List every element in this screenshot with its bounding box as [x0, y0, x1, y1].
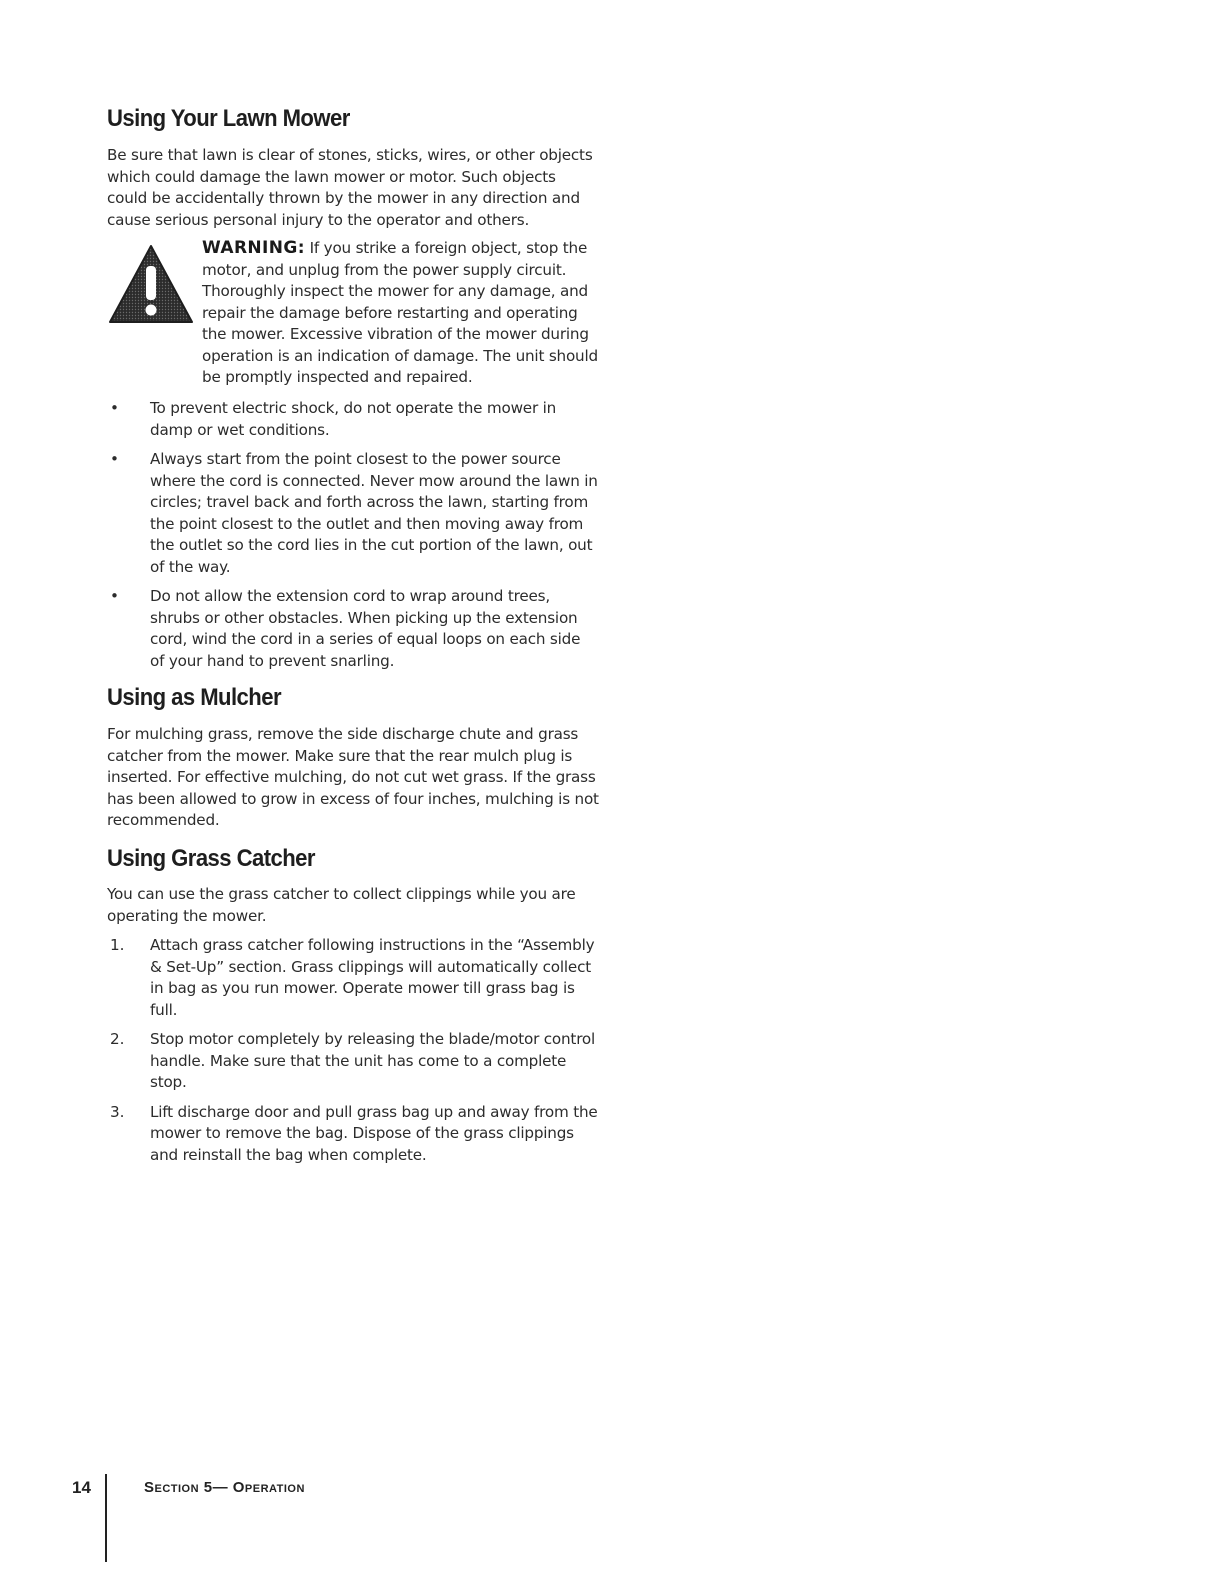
warning-text: [202, 238, 599, 389]
bullet-text: To prevent electric shock, do not operate the mower in damp or wet conditions.: [150, 399, 557, 439]
step-text: Stop motor completely by releasing the blade/motor control handle. Make sure that the unit has come to a complete stop.: [150, 1030, 596, 1091]
step-text: Attach grass catcher following instructions in the “Assembly & Set-Up” section. Grass clippings will automatically collect in bag as you run mower. Operate mower till grass bag is full.: [150, 936, 595, 1019]
list-item: [107, 586, 599, 672]
warning-label: WARNING:: [202, 238, 305, 258]
heading-using-your-lawn-mower: Using Your Lawn Mower: [107, 105, 350, 132]
bullet-marker: •: [110, 450, 119, 468]
lawn-mower-bullets: [107, 398, 599, 672]
heading-using-as-mulcher: Using as Mulcher: [107, 684, 281, 711]
heading-using-grass-catcher: Using Grass Catcher: [107, 845, 315, 872]
footer-divider: [105, 1474, 107, 1562]
mulcher-text: For mulching grass, remove the side discharge chute and grass catcher from the mower. Make sure that the rear mulch plug is inserted. For effective mulching, do not cut wet grass. If the grass has been allowed to grow in excess of four inches, mulching is not recommended.: [107, 725, 599, 829]
step-text: Lift discharge door and pull grass bag up and away from the mower to remove the bag. Dispose of the grass clippings and reinstall the bag when complete.: [150, 1102, 598, 1164]
list-item: [107, 1029, 599, 1094]
bullet-text: Always start from the point closest to the power source where the cord is connected. Never mow around the lawn in circles; travel back and forth across the lawn, starting from the point closest to the outlet and then moving away from the outlet so the cord lies in the cut portion of the lawn, out of the way.: [150, 450, 598, 576]
list-item: [107, 449, 599, 578]
list-item: [107, 398, 599, 441]
bullet-text: Do not allow the extension cord to wrap around trees, shrubs or other obstacles. When picking up the extension cord, wind the cord in a series of equal loops on each side of your hand to prevent snarling.: [150, 587, 581, 670]
step-number: 1.: [110, 936, 125, 954]
grass-catcher-steps: [107, 935, 599, 1166]
page-number: 14: [72, 1478, 91, 1497]
footer-section-label: Section 5— Operation: [144, 1479, 305, 1496]
step-number: 3.: [110, 1102, 125, 1121]
warning-triangle-icon: [107, 242, 195, 326]
warning-message: If you strike a foreign object, stop the motor, and unplug from the power supply circuit. Thoroughly inspect the mower for any damage, and repair the damage before restarting and operating the mower. Excessive vibration of the mower during operation is an indication of damage. The unit should be promptly inspected and repaired.: [202, 239, 598, 386]
step-number: 2.: [110, 1030, 125, 1048]
grass-catcher-intro: You can use the grass catcher to collect clippings while you are operating the mower.: [107, 885, 576, 925]
list-item: [107, 1102, 599, 1167]
list-item: [107, 935, 599, 1021]
bullet-marker: •: [110, 399, 119, 417]
bullet-marker: •: [110, 587, 119, 605]
lawn-mower-intro: Be sure that lawn is clear of stones, sticks, wires, or other objects which could damage the lawn mower or motor. Such objects could be accidentally thrown by the mower in any direction and cause serious personal injury to the operator and others.: [107, 146, 593, 229]
